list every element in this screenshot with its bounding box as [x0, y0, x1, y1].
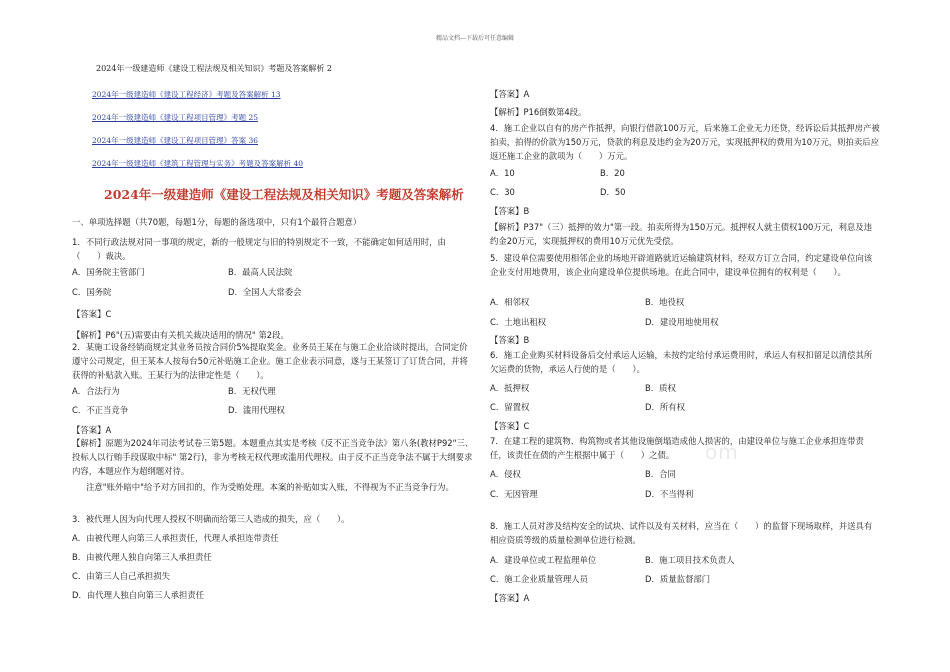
q4-option-c: C．30 [490, 187, 515, 197]
q4-stem: 4．施工企业以自有的房产作抵押，向银行借款100万元，后来施工企业无力还贷，经诉讼后其抵押房产被拍卖，拍得的价款为150万元，贷款的利息及违约金为20万元，实现抵押权的费用为10万元，则拍卖后应返还施工企业的款项为（ ）万元。 [490, 123, 880, 161]
document-title: 2024年一级建造师《建设工程法规及相关知识》考题及答案解析 [104, 187, 464, 202]
q5-option-d: D．建设用地使用权 [645, 317, 719, 327]
header-note: 精品文档---下载后可任意编辑 [435, 35, 515, 42]
q8-option-a: A．建设单位或工程监理单位 [490, 555, 597, 565]
q2-option-d: D．滥用代理权 [228, 405, 285, 415]
q1-option-c: C．国务院 [72, 287, 112, 297]
q3-answer: 【答案】A [490, 89, 530, 99]
q6-option-d: D．所有权 [645, 402, 685, 412]
q7-option-a: A．侵权 [490, 469, 521, 479]
toc-link-project-mgmt-questions[interactable]: 2024年一级建造师《建设工程项目管理》考题 25 [92, 113, 259, 122]
q4-option-a: A．10 [490, 168, 515, 178]
q5-option-b: B．地役权 [645, 297, 685, 307]
watermark: om [705, 440, 739, 464]
q2-option-c: C．不正当竞争 [72, 405, 129, 415]
toc-entry-regulations: 2024年一级建造师《建设工程法规及相关知识》考题及答案解析 2 [96, 64, 332, 73]
q7-option-c: C．无因管理 [490, 489, 538, 499]
q1-option-b: B．最高人民法院 [228, 267, 293, 277]
q2-answer: 【答案】A [72, 425, 112, 435]
q3-option-d: D．由代理人独自向第三人承担责任 [72, 590, 205, 600]
q3-analysis: 【解析】P16倒数第4段。 [490, 107, 587, 117]
q6-option-c: C．留置权 [490, 402, 530, 412]
toc-link-construction-practice[interactable]: 2024年一级建造师《建筑工程管理与实务》考题及答案解析 40 [92, 159, 304, 168]
q5-option-a: A．相邻权 [490, 297, 530, 307]
q1-option-a: A．国务院主管部门 [72, 267, 145, 277]
q8-stem: 8．施工人员对涉及结构安全的试块、试件以及有关材料，应当在（ ）的监督下现场取样，并送具有相应资质等级的质量检测单位进行检测。 [490, 521, 873, 545]
q2-note: 注意"账外暗中"给予对方回扣的，作为受贿处理。本案的补贴如实入账，不得视为不正当竞争行为。 [86, 482, 454, 492]
q7-stem: 7．在建工程的建筑物、构筑物或者其他设施倒塌造成他人损害的，由建设单位与施工企业承担连带责任，该责任在债的产生根据中属于（ ）之债。 [490, 436, 864, 460]
q2-stem: 2．某施工设备经销商规定其业务员按合同价5%提取奖金。业务员王某在与施工企业洽谈时提出，合同定价遵守公司规定，但王某本人按每台50元补贴施工企业。施工企业表示同意，遂与王某签订了订货合同，并将获得的补贴款入账。王某行为的法律定性是（ ）。 [72, 342, 468, 380]
q8-option-b: B．施工项目技术负责人 [645, 555, 735, 565]
q4-option-d: D．50 [600, 187, 626, 197]
q8-answer: 【答案】A [490, 593, 530, 603]
section-heading: 一、单项选择题（共70题，每题1分，每题的备选项中，只有1个最符合题意） [72, 217, 362, 227]
q3-option-c: C．由第三人自己承担损失 [72, 571, 170, 581]
q2-analysis: 【解析】原题为2024年司法考试卷三第5题。本题重点其实是考核《反不正当竞争法》第八条(教材P92"三、投标人以行贿手段谋取中标" 第2行)，非为考核无权代理或滥用代理权。由于反不正当竞争法不属于大纲要求内容，本题应作为超纲题对待。 [72, 438, 474, 476]
q3-option-b: B．由被代理人独自向第三人承担责任 [72, 552, 212, 562]
q7-option-d: D．不当得利 [645, 489, 694, 499]
toc-link-project-mgmt-answers[interactable]: 2024年一级建造师《建设工程项目管理》答案 36 [92, 136, 259, 145]
q6-option-a: A．抵押权 [490, 383, 530, 393]
q4-analysis: 【解析】P37"（三）抵押的效力"第一段。拍卖所得为150万元。抵押权人就主债权100万元，利息及违约金20万元，实现抵押权的费用10万元优先受偿。 [490, 222, 873, 246]
q4-answer: 【答案】B [490, 206, 530, 216]
q1-option-d: D．全国人大常委会 [228, 287, 302, 297]
q2-option-b: B．无权代理 [228, 386, 276, 396]
q3-stem: 3．被代理人因为向代理人授权不明确而给第三人造成的损失，应（ ）。 [72, 514, 350, 524]
q4-option-b: B．20 [600, 168, 625, 178]
q3-option-a: A．由被代理人向第三人承担责任，代理人承担连带责任 [72, 533, 279, 543]
q2-option-a: A．合法行为 [72, 386, 120, 396]
q5-stem: 5．建设单位需要使用相邻企业的场地开辟道路就近运输建筑材料，经双方订立合同，约定建设单位向该企业支付用地费用，该企业向建设单位提供场地。在此合同中，建设单位拥有的权利是（ ）。 [490, 253, 873, 277]
toc-link-economics[interactable]: 2024年一级建造师《建设工程经济》考题及答案解析 13 [92, 90, 281, 99]
q1-answer: 【答案】C [72, 309, 112, 319]
q6-option-b: B．质权 [645, 383, 676, 393]
q8-option-c: C．施工企业质量管理人员 [490, 574, 588, 584]
q1-analysis: 【解析】P6"(五)需要由有关机关裁决适用的情况" 第2段。 [72, 330, 289, 340]
q8-option-d: D．质量监督部门 [645, 574, 711, 584]
q6-answer: 【答案】C [490, 421, 530, 431]
q5-option-c: C．土地出租权 [490, 317, 547, 327]
q7-option-b: B．合同 [645, 469, 676, 479]
q6-stem: 6．施工企业购买材料设备后交付承运人运输，未按约定给付承运费用时，承运人有权扣留足以清偿其所欠运费的货物，承运人行使的是（ ）。 [490, 350, 873, 374]
q5-answer: 【答案】B [490, 335, 530, 345]
q1-stem: 1．不同行政法规对同一事项的规定，新的一般规定与旧的特别规定不一致，不能确定如何适用时，由（ ）裁决。 [72, 237, 446, 261]
